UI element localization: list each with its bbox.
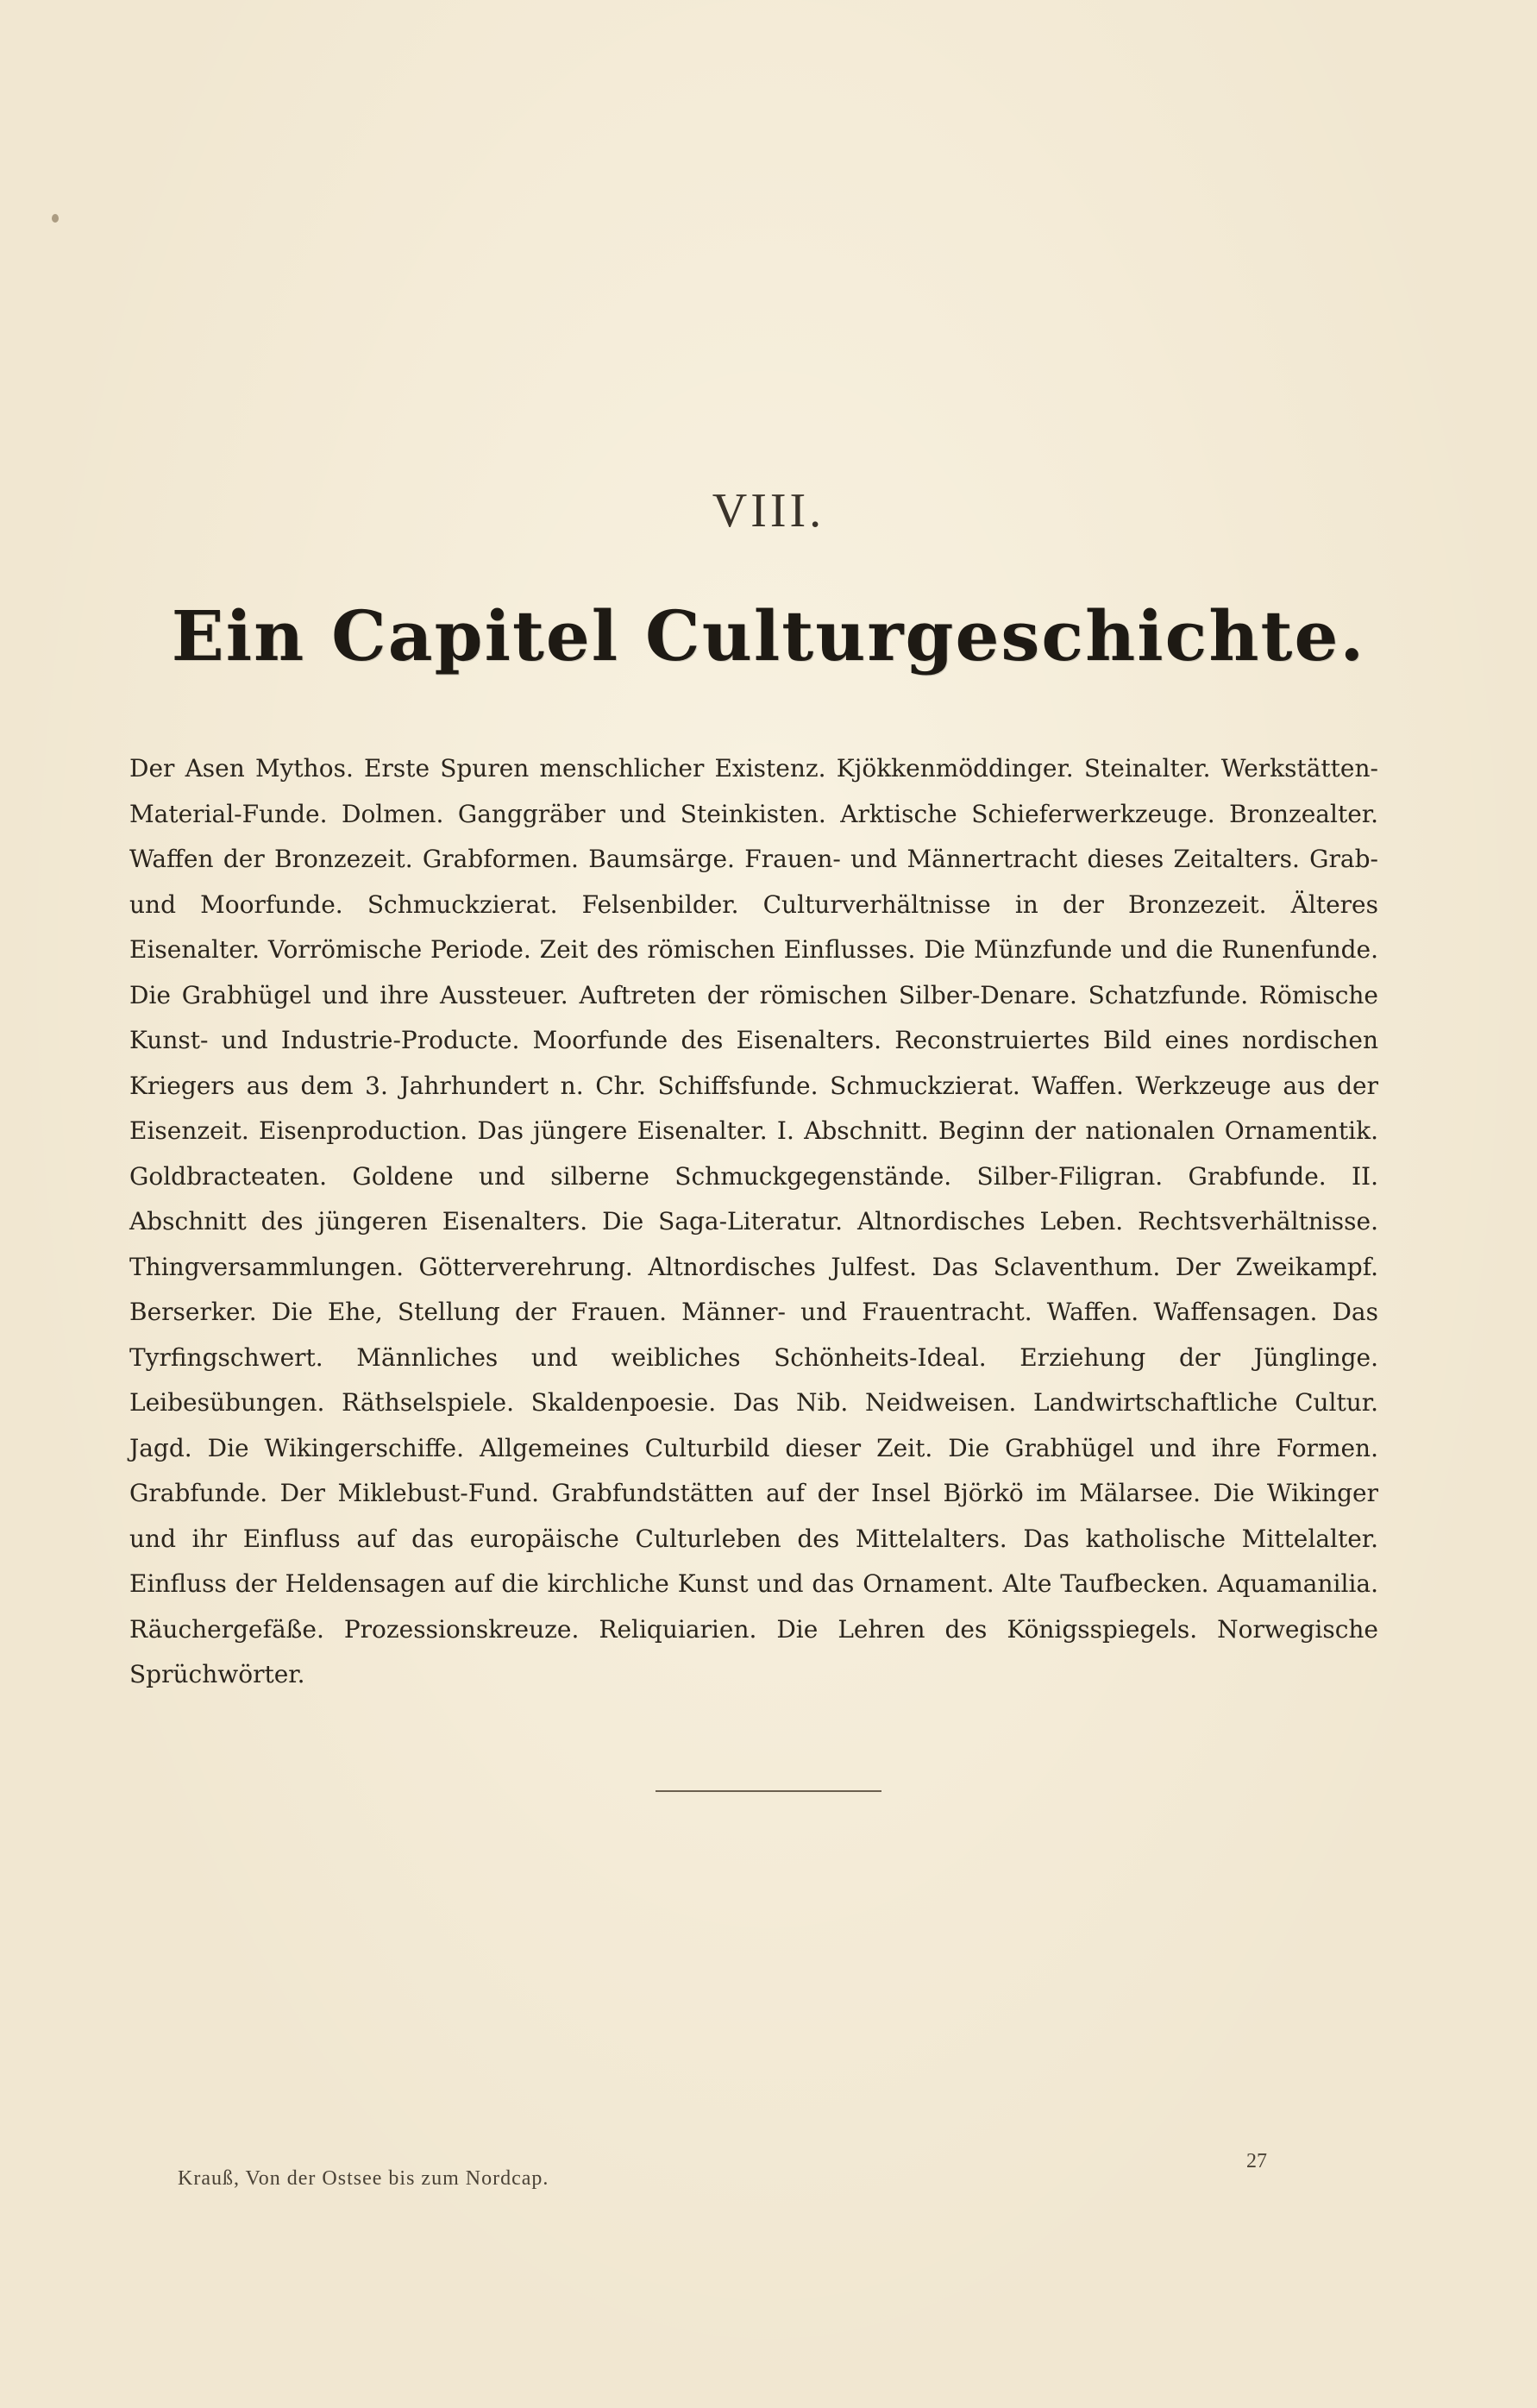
section-divider [656, 1790, 881, 1792]
chapter-number: VIII. [712, 484, 825, 538]
paper-speck [52, 214, 59, 223]
running-title: Krauß, Von der Ostsee bis zum Nordcap. [178, 2167, 549, 2190]
chapter-summary: Der Asen Mythos. Erste Spuren menschlicher Existenz. Kjökkenmöddinger. Steinalter. Werkstätten-Material-Funde. Dolmen. Ganggräber und Steinkisten. Arktische Schieferwerkzeuge. Bronzealter. Waffen der Bronzezeit. Grabformen. Baumsärge. Frauen- und Männertracht dieses Zeitalters. Grab- und Moorfunde. Schmuckzierat. Felsenbilder. Culturverhältnisse in der Bronzezeit. Älteres Eisenalter. Vorrömische Periode. Zeit des römischen Einflusses. Die Münzfunde und die Runenfunde. Die Grabhügel und ihre Aussteuer. Auftreten der römischen Silber-Denare. Schatzfunde. Römische Kunst- und Industrie-Producte. Moorfunde des Eisenalters. Reconstruiertes Bild eines nordischen Kriegers aus dem 3. Jahrhundert n. Chr. Schiffsfunde. Schmuckzierat. Waffen. Werkzeuge aus der Eisenzeit. Eisenproduction. Das jüngere Eisenalter. I. Abschnitt. Beginn der nationalen Ornamentik. Goldbracteaten. Goldene und silberne Schmuckgegenstände. Silber-Filigran. Grabfunde. II. Abschnitt des jüngeren Eisenalters. Die Saga-Literatur. Altnordisches Leben. Rechtsverhältnisse. Thingversammlungen. Götterverehrung. Altnordisches Julfest. Das Sclaventhum. Der Zweikampf. Berserker. Die Ehe, Stellung der Frauen. Männer- und Frauentracht. Waffen. Waffensagen. Das Tyrfingschwert. Männliches und weibliches Schönheits-Ideal. Erziehung der Jünglinge. Leibesübungen. Räthselspiele. Skaldenpoesie. Das Nib. Neidweisen. Landwirtschaftliche Cultur. Jagd. Die Wikingerschiffe. Allgemeines Culturbild dieser Zeit. Die Grabhügel und ihre Formen. Grabfunde. Der Miklebust-Fund. Grabfundstätten auf der Insel Björkö im Mälarsee. Die Wikinger und ihr Einfluss auf das europäische Culturleben des Mittelalters. Das katholische Mittelalter. Einfluss der Heldensagen auf die kirchliche Kunst und das Ornament. Alte Taufbecken. Aquamanilia. Räuchergefäße. Prozessionskreuze. Reliquiarien. Die Lehren des Königsspiegels. Norwegische Sprüchwörter. [129, 754, 1378, 1688]
page-number: 27 [1246, 2150, 1267, 2172]
chapter-title: Ein Capitel Culturgeschichte. [171, 595, 1366, 676]
